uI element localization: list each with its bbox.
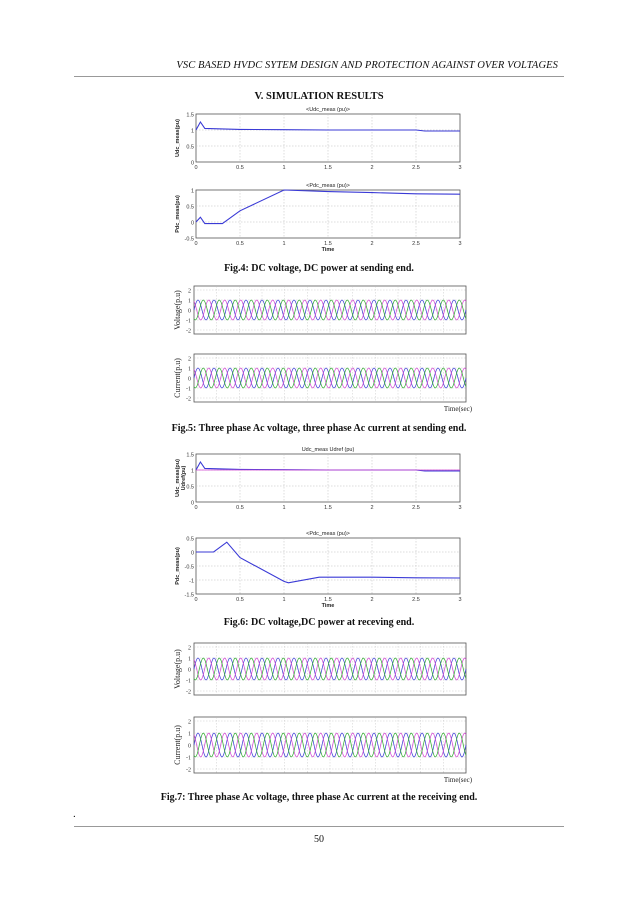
fig6-pdc-ytick: -0.5 <box>184 564 194 571</box>
fig5-voltage-ytick: -1 <box>186 318 191 325</box>
fig6-caption: Fig.6: DC voltage,DC power at receving end. <box>223 617 415 628</box>
fig5-voltage-ytick: 1 <box>188 298 191 305</box>
fig4-chart <box>168 104 468 264</box>
fig4-udc-ytick: 1.5 <box>186 112 194 119</box>
running-header: VSC BASED HVDC SYTEM DESIGN AND PROTECTION AGAINST OVER VOLTAGES <box>176 60 558 71</box>
header-rule <box>74 76 564 77</box>
fig6-pdc-xtick: 2.5 <box>412 597 420 603</box>
fig5-voltage-ytick: 2 <box>188 288 191 295</box>
fig4-udc-xtick: 1 <box>282 165 286 171</box>
fig6-pdc-xlabel: Time <box>321 603 335 609</box>
footer-rule <box>74 826 564 827</box>
fig4-udc-xtick: 2.5 <box>412 165 420 171</box>
fig6-udc-xtick: 2.5 <box>412 505 420 511</box>
fig7-current-ytick: 2 <box>188 719 191 726</box>
fig4-udc-xtick: 1.5 <box>324 165 332 171</box>
fig6-udc-ytick: 0.5 <box>186 484 194 491</box>
fig6-udc-xtick: 3 <box>458 505 462 511</box>
fig4-udc-xtick: 3 <box>458 165 462 171</box>
fig4-pdc-ytick: 1 <box>190 188 194 195</box>
fig5-caption: Fig.5: Three phase Ac voltage, three phase Ac current at sending end. <box>171 423 467 434</box>
stray-dot: . <box>73 808 76 820</box>
fig4-pdc-xtick: 1 <box>282 241 286 247</box>
fig6-pdc-ytick: 0 <box>190 550 194 557</box>
fig4-pdc-xtick: 0.5 <box>236 241 244 247</box>
fig4-pdc-xlabel: Time <box>321 247 335 253</box>
fig7-voltage-ytick: 2 <box>188 645 191 652</box>
fig6-udc-xtick: 0.5 <box>236 505 244 511</box>
fig6-udc-ytick: 1 <box>190 468 194 475</box>
fig7-current-xlabel: Time(sec) <box>443 776 473 784</box>
fig5-current-ytick: 2 <box>188 356 191 363</box>
fig5-chart <box>168 278 473 416</box>
fig6-udc-title: Udc_meas Udref (pu) <box>301 447 355 453</box>
fig4-udc-xtick: 0 <box>194 165 198 171</box>
fig4-udc-ytick: 1 <box>190 128 194 135</box>
fig4-udc-ylabel: Udc_meas(pu) <box>175 119 181 157</box>
fig5-current-ytick: 0 <box>188 376 191 383</box>
fig6-udc-xtick: 2 <box>370 505 374 511</box>
fig5-current-ylabel: Current(p.u) <box>173 358 182 398</box>
fig6-pdc-xtick: 3 <box>458 597 462 603</box>
fig6-pdc-ylabel: Pdc_meas(pu) <box>175 547 181 585</box>
fig7-current-ytick: -2 <box>186 767 191 774</box>
fig5-voltage-ylabel: Voltage(p.u) <box>173 290 182 330</box>
fig6-pdc-ytick: -1 <box>189 578 194 585</box>
fig4-pdc-xtick: 2.5 <box>412 241 420 247</box>
fig7-current-ylabel: Current(p.u) <box>173 725 182 765</box>
fig4-udc-title: <Udc_meas (pu)> <box>305 107 351 113</box>
fig5-voltage-ytick: -2 <box>186 328 191 335</box>
fig6-chart <box>168 444 468 616</box>
fig4-pdc-xtick: 2 <box>370 241 374 247</box>
fig7-current-ytick: 1 <box>188 731 191 738</box>
fig4-pdc-ytick: 0.5 <box>186 204 194 211</box>
fig5-current-ytick: -2 <box>186 396 191 403</box>
fig5-voltage-ytick: 0 <box>188 308 191 315</box>
fig4-caption: Fig.4: DC voltage, DC power at sending end. <box>224 263 414 274</box>
fig6-udc-xtick: 0 <box>194 505 198 511</box>
fig4-pdc-title: <Pdc_meas (pu)> <box>306 183 350 189</box>
fig7-current-ytick: 0 <box>188 743 191 750</box>
fig4-pdc-xtick: 3 <box>458 241 462 247</box>
fig6-udc-xtick: 1.5 <box>324 505 332 511</box>
fig7-voltage-ylabel: Voltage(p.u) <box>173 649 182 689</box>
fig6-pdc-xtick: 2 <box>370 597 374 603</box>
fig7-voltage-ytick: -2 <box>186 689 191 696</box>
fig4-pdc-ytick: -0.5 <box>184 236 194 243</box>
fig6-udc-xtick: 1 <box>282 505 286 511</box>
fig4-pdc-xtick: 1.5 <box>324 241 332 247</box>
fig4-udc-xtick: 0.5 <box>236 165 244 171</box>
fig4-pdc-ytick: 0 <box>190 220 194 227</box>
fig7-current-ytick: -1 <box>186 755 191 762</box>
fig7-voltage-ytick: 1 <box>188 656 191 663</box>
fig6-pdc-xtick: 0 <box>194 597 198 603</box>
fig5-current-ytick: -1 <box>186 386 191 393</box>
fig4-udc-ytick: 0 <box>190 160 194 167</box>
page-number: 50 <box>314 834 324 845</box>
fig7-voltage-ytick: 0 <box>188 667 191 674</box>
fig7-voltage-ytick: -1 <box>186 678 191 685</box>
fig5-current-ytick: 1 <box>188 366 191 373</box>
fig4-pdc-ylabel: Pdc_meas(pu) <box>175 195 181 233</box>
fig6-pdc-xtick: 1 <box>282 597 286 603</box>
fig6-udc-ylabel: Udc_meas(pu) <box>175 459 181 497</box>
fig4-udc-ytick: 0.5 <box>186 144 194 151</box>
fig6-pdc-title: <Pdc_meas (pu)> <box>306 531 350 537</box>
fig6-pdc-xtick: 1.5 <box>324 597 332 603</box>
fig6-pdc-ytick: 0.5 <box>186 536 194 543</box>
fig4-udc-xtick: 2 <box>370 165 374 171</box>
section-title: V. SIMULATION RESULTS <box>254 91 384 102</box>
fig6-pdc-ytick: -1.5 <box>184 592 194 599</box>
fig6-udc-ytick: 0 <box>190 500 194 507</box>
fig4-pdc-xtick: 0 <box>194 241 198 247</box>
fig5-current-xlabel: Time(sec) <box>443 405 473 413</box>
fig6-pdc-xtick: 0.5 <box>236 597 244 603</box>
fig6-udc-ytick: 1.5 <box>186 452 194 459</box>
fig7-chart <box>168 637 473 785</box>
fig7-caption: Fig.7: Three phase Ac voltage, three phase Ac current at the receiving end. <box>160 792 478 803</box>
fig6-udc-ylabel2: Udref(pu) <box>181 465 187 491</box>
